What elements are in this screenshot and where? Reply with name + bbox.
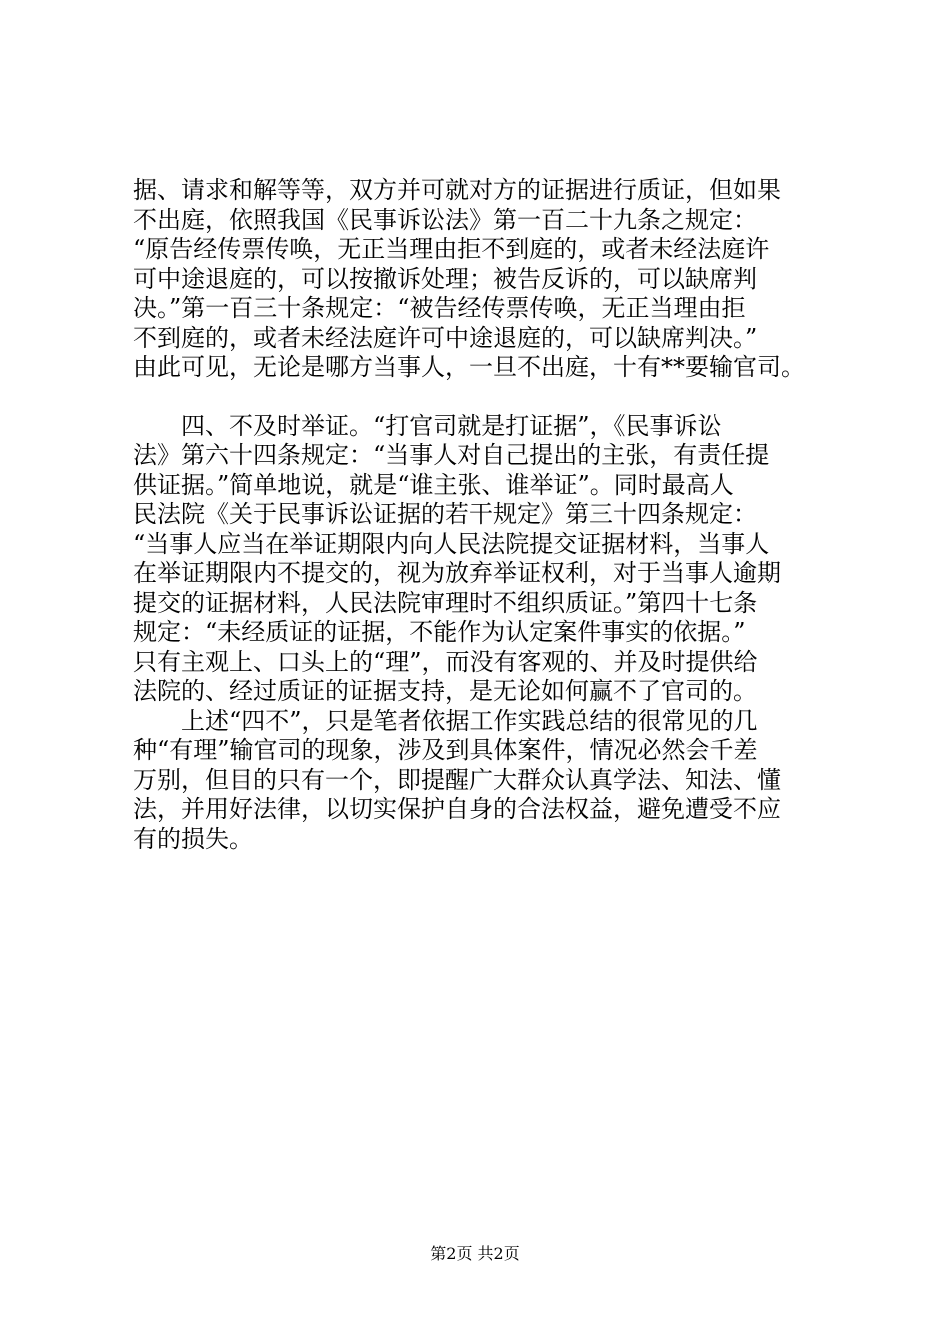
page-number-footer: 第2页 共2页	[430, 1244, 520, 1263]
text-line: “当事人应当在举证期限内向人民法院提交证据材料，当事人	[133, 529, 770, 558]
paragraph-spacer	[133, 383, 833, 412]
text-line: 只有主观上、口头上的“理”，而没有客观的、并及时提供给	[133, 647, 758, 676]
text-line: 不出庭，依照我国《民事诉讼法》第一百二十九条之规定：	[133, 205, 757, 234]
text-line: 四、不及时举证。“打官司就是打证据”，《民事诉讼	[133, 411, 722, 440]
text-line: 不到庭的，或者未经法庭许可中途退庭的，可以缺席判决。”	[133, 323, 758, 352]
text-line: 万别，但目的只有一个，即提醒广大群众认真学法、知法、懂	[133, 765, 781, 794]
text-line: 法院的、经过质证的证据支持，是无论如何赢不了官司的。	[133, 677, 757, 705]
text-line: 在举证期限内不提交的，视为放弃举证权利，对于当事人逾期	[133, 559, 781, 587]
text-line: “原告经传票传唤，无正当理由拒不到庭的，或者未经法庭许	[133, 235, 770, 263]
text-line: 法》第六十四条规定：“当事人对自己提出的主张，有责任提	[133, 441, 770, 469]
paragraph-continuation	[133, 176, 833, 383]
text-line: 种“有理”输官司的现象，涉及到具体案件，情况必然会千差	[133, 736, 758, 764]
text-line: 规定：“未经质证的证据，不能作为认定案件事实的依据。”	[133, 618, 746, 646]
text-line: 民法院《关于民事诉讼证据的若干规定》第三十四条规定：	[133, 500, 757, 528]
text-line: 上述“四不”，只是笔者依据工作实践总结的很常见的几	[133, 706, 758, 735]
paragraph-conclusion	[133, 707, 833, 855]
text-line: 决。”第一百三十条规定：“被告经传票传唤，无正当理由拒	[133, 294, 746, 322]
text-line: 提交的证据材料，人民法院审理时不组织质证。”第四十七条	[133, 588, 758, 617]
text-line: 法，并用好法律，以切实保护自身的合法权益，避免遭受不应	[133, 795, 781, 823]
paragraph-timely-evidence	[133, 412, 833, 707]
text-line: 有的损失。	[133, 824, 253, 853]
text-line: 供证据。”简单地说，就是“谁主张、谁举证”。同时最高人	[133, 470, 734, 499]
text-line: 由此可见，无论是哪方当事人，一旦不出庭，十有**要输官司。	[133, 353, 805, 381]
text-line: 据、请求和解等等，双方并可就对方的证据进行质证，但如果	[133, 176, 781, 204]
text-line: 可中途退庭的，可以按撤诉处理；被告反诉的，可以缺席判	[133, 264, 757, 293]
document-body	[133, 176, 833, 854]
